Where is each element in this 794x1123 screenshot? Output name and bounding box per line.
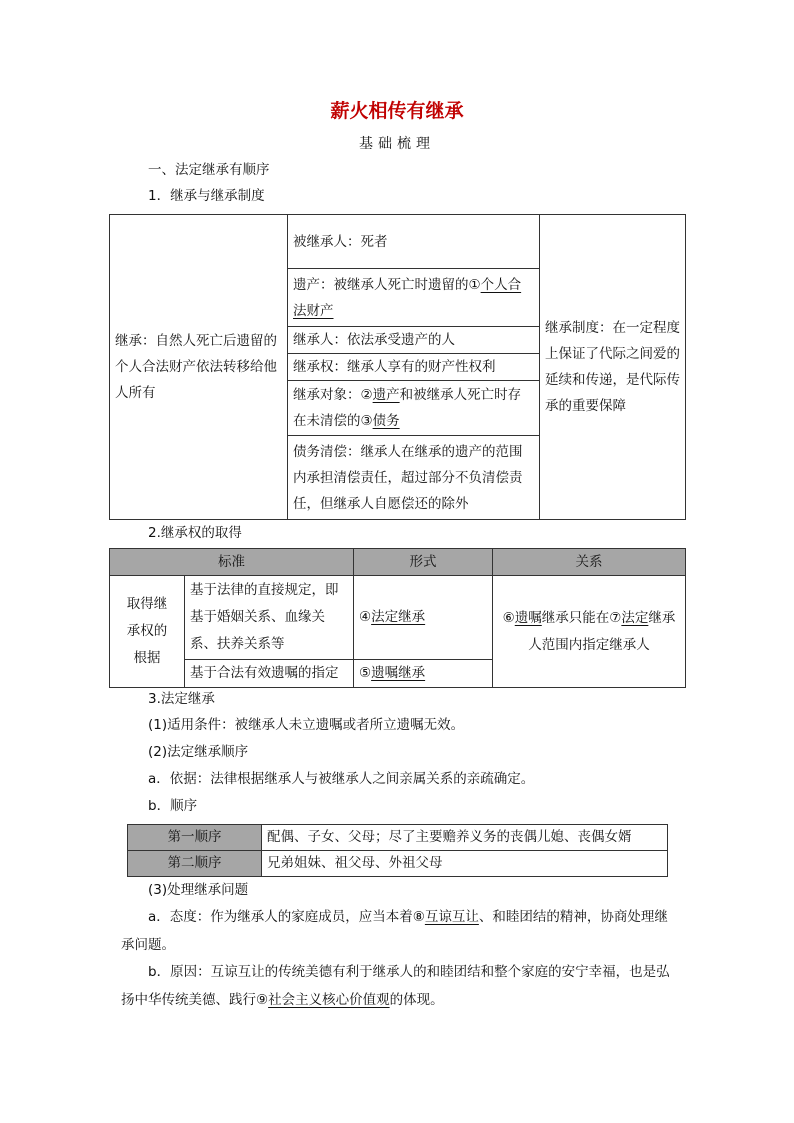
- section-heading: 一、法定继承有顺序: [148, 162, 270, 178]
- will-form-cell: ⑤遗嘱继承: [354, 660, 493, 688]
- paragraph: (2)法定继承顺序: [148, 744, 249, 760]
- answer-7: 法定: [621, 609, 649, 626]
- answer-3: 债务: [372, 413, 400, 429]
- inheritance-table: [109, 214, 686, 520]
- answer-9: 社会主义核心价值观: [268, 992, 390, 1008]
- estate-cell: 遗产：被继承人死亡时遗留的①个人合法财产: [288, 269, 540, 327]
- page-title: 薪火相传有继承: [330, 100, 464, 122]
- relation-cell: ⑥遗嘱继承只能在⑦法定继承人范围内指定继承人: [493, 576, 686, 688]
- second-order-value: 兄弟姐妹、祖父母、外祖父母: [262, 851, 668, 877]
- answer-1: 个人合法财产: [293, 276, 522, 319]
- debt-repayment-cell: 债务清偿：继承人在继承的遗产的范围内承担清偿责任，超过部分不负清偿责任，但继承人自愿偿还的除外: [288, 436, 540, 520]
- paragraph: b．顺序: [148, 798, 198, 814]
- paragraph: (1)适用条件：被继承人未立遗嘱或者所立遗嘱无效。: [148, 717, 465, 733]
- section-subtitle: 基础梳理: [359, 136, 435, 152]
- inheritance-right-table: [109, 548, 686, 688]
- succession-order-table: [127, 824, 668, 877]
- legal-basis-cell: 基于法律的直接规定，即基于婚姻关系、血缘关系、扶养关系等: [185, 576, 354, 660]
- will-basis-cell: 基于合法有效遗嘱的指定: [185, 660, 354, 688]
- header-form: 形式: [354, 549, 493, 576]
- heir-cell: 继承人：依法承受遗产的人: [288, 327, 540, 354]
- paragraph: b．原因：互谅互让的传统美德有利于继承人的和睦团结和整个家庭的安宁幸福，也是弘扬中华传统美德、践行⑨社会主义核心价值观的体现。: [121, 964, 670, 1008]
- inheritance-object-cell: 继承对象：②遗产和被继承人死亡时存在未清偿的③债务: [288, 381, 540, 436]
- paragraph: a．态度：作为继承人的家庭成员，应当本着⑧互谅互让、和睦团结的精神，协商处理继承问题。: [121, 909, 668, 953]
- subsection-heading: 2.继承权的取得: [148, 525, 242, 541]
- header-relation: 关系: [493, 549, 686, 576]
- basis-label-cell: 取得继承权的根据: [110, 576, 185, 688]
- header-standard: 标准: [110, 549, 354, 576]
- first-order-label: 第一顺序: [128, 825, 262, 851]
- answer-4: 法定继承: [371, 609, 426, 625]
- inheritance-right-cell: 继承权：继承人享有的财产性权利: [288, 354, 540, 381]
- answer-8: 互谅互让: [424, 909, 479, 925]
- paragraph: a．依据：法律根据继承人与被继承人之间亲属关系的亲疏确定。: [148, 771, 535, 787]
- subsection-heading: 3.法定继承: [148, 691, 215, 707]
- answer-6: 遗嘱: [514, 609, 542, 626]
- inheritance-system-cell: 继承制度：在一定程度上保证了代际之间爱的延续和传递，是代际传承的重要保障: [540, 215, 686, 520]
- answer-2: 遗产: [372, 387, 400, 403]
- paragraph: (3)处理继承问题: [148, 882, 249, 898]
- inheritance-definition-cell: 继承：自然人死亡后遗留的个人合法财产依法转移给他人所有: [110, 215, 288, 520]
- legal-form-cell: ④法定继承: [354, 576, 493, 660]
- second-order-label: 第二顺序: [128, 851, 262, 877]
- answer-5: 遗嘱继承: [371, 665, 426, 681]
- decedent-cell: 被继承人：死者: [288, 215, 540, 269]
- first-order-value: 配偶、子女、父母；尽了主要赡养义务的丧偶儿媳、丧偶女婿: [262, 825, 668, 851]
- subsection-heading: 1．继承与继承制度: [148, 188, 265, 204]
